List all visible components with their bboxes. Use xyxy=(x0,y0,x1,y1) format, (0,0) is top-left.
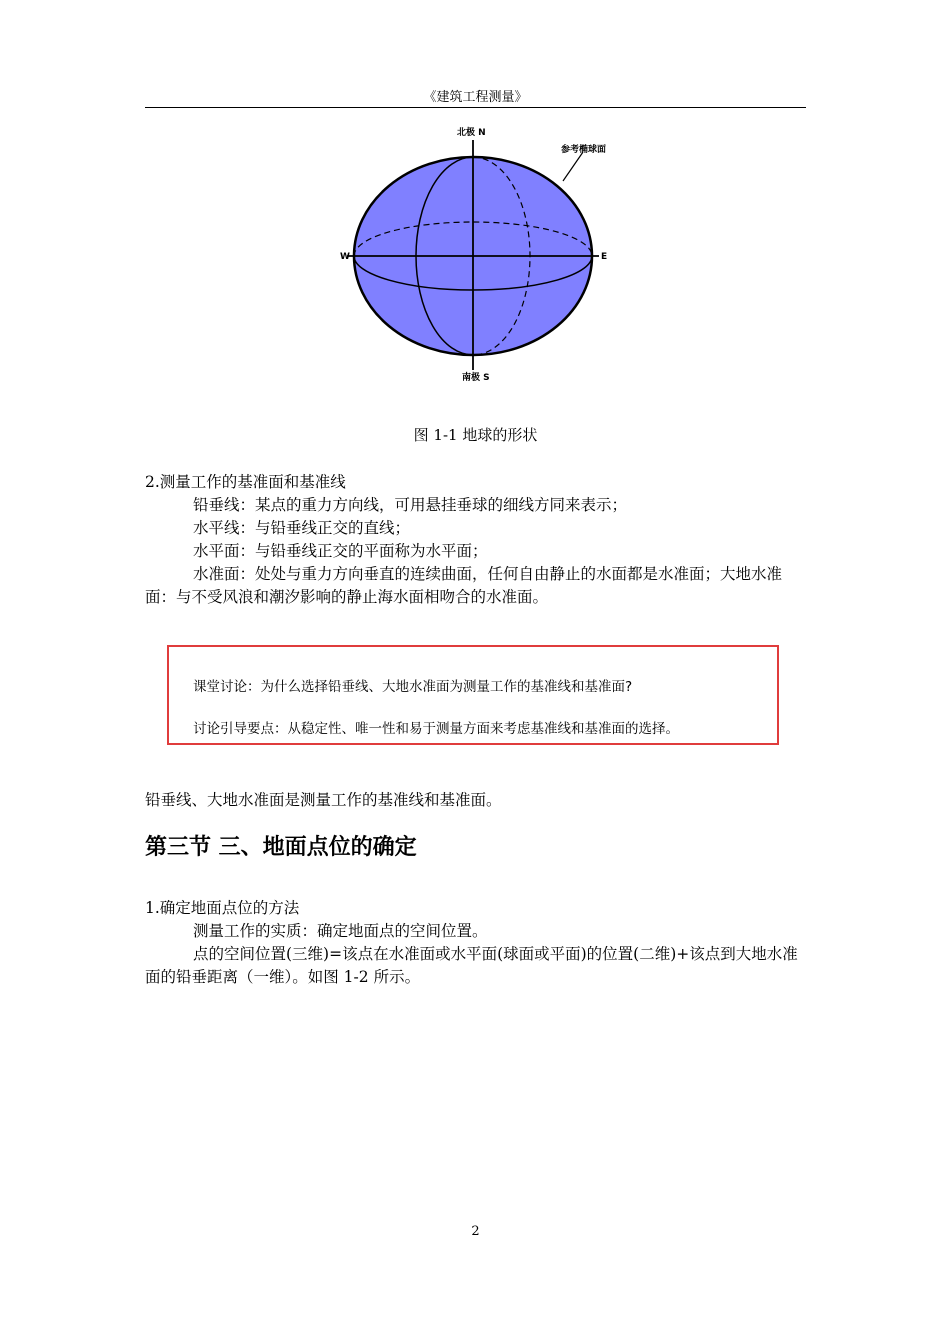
section3-title: 第三节 三、地面点位的确定 xyxy=(145,835,417,860)
survey-essence-text: 测量工作的实质：确定地面点的空间位置。 xyxy=(193,922,488,940)
conclusion-text: 铅垂线、大地水准面是测量工作的基准线和基准面。 xyxy=(145,791,502,809)
section3-heading: 1.确定地面点位的方法 xyxy=(145,899,300,917)
horizontal-plane-definition: 水平面：与铅垂线正交的平面称为水平面； xyxy=(193,542,488,560)
reference-ellipsoid-label: 参考椭球面 xyxy=(561,145,607,155)
page-number: 2 xyxy=(471,1224,480,1239)
section2-block xyxy=(145,471,806,609)
section3-block xyxy=(145,897,806,989)
earth-shape-figure xyxy=(335,120,625,390)
plumb-line-definition: 铅垂线：某点的重力方向线，可用悬挂垂球的细线方同来表示； xyxy=(193,496,628,514)
discussion-guide: 讨论引导要点：从稳定性、唯一性和易于测量方面来考虑基准线和基准面的选择。 xyxy=(193,721,679,737)
spatial-position-text: 点的空间位置(三维)=该点在水准面或水平面(球面或平面)的位置(二维)+该点到大地水准面的铅垂距离（一维）。如图 1-2 所示。 xyxy=(145,945,798,986)
surface-leader-line xyxy=(563,152,583,181)
horizontal-line-definition: 水平线：与铅垂线正交的直线； xyxy=(193,519,411,537)
discussion-box xyxy=(167,645,779,745)
section2-heading: 2.测量工作的基准面和基准线 xyxy=(145,473,346,491)
level-surface-definition: 水准面：处处与重力方向垂直的连续曲面，任何自由静止的水面都是水准面；大地水准面：与不受风浪和潮汐影响的静止海水面相吻合的水准面。 xyxy=(145,565,783,606)
running-header: 《建筑工程测量》 xyxy=(423,90,528,105)
south-pole-label: 南极 S xyxy=(462,373,490,383)
north-pole-label: 北极 N xyxy=(457,128,486,138)
east-label: E xyxy=(601,252,608,262)
figure-caption: 图 1-1 地球的形状 xyxy=(413,426,538,444)
earth-ellipsoid-diagram xyxy=(335,120,625,390)
west-label: W xyxy=(340,252,350,262)
header-rule xyxy=(145,107,806,108)
discussion-question: 课堂讨论：为什么选择铅垂线、大地水准面为测量工作的基准线和基准面? xyxy=(193,679,633,695)
